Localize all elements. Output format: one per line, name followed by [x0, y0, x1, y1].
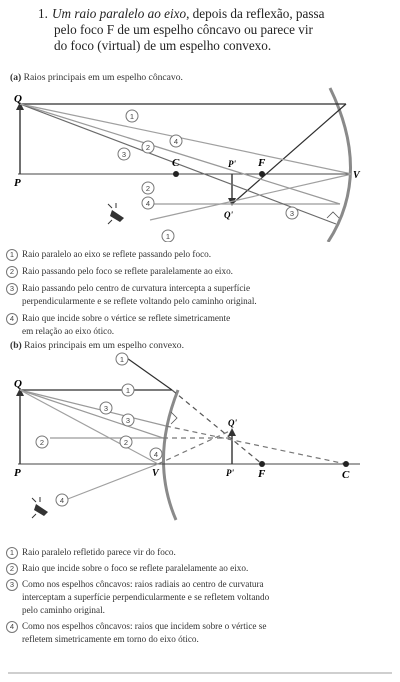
label-p: P — [14, 177, 21, 189]
intro-line1: , depois da reflexão, passa — [186, 6, 325, 21]
ray-number-marker: 1 — [6, 249, 18, 261]
ray-number-marker: 2 — [6, 266, 18, 278]
legend-a-item: 1 Raio paralelo ao eixo se reflete passando pelo foco. — [6, 248, 394, 261]
concave-mirror — [328, 88, 351, 242]
intro-line2: pelo foco F de um espelho côncavo ou parece vir — [54, 22, 313, 37]
legend-b-item: 1 Raio paralelo refletido parece vir do foco. — [6, 546, 394, 559]
ray-1-virtual — [172, 390, 262, 464]
ray-number-1: 1 — [125, 386, 131, 395]
ray-number-2: 2 — [145, 143, 151, 152]
caption-a: (a) Raios principais em um espelho côncavo. — [10, 72, 183, 83]
eye-icon — [32, 497, 48, 518]
ray-number-1b: 1 — [119, 355, 125, 364]
ray-number-marker: 4 — [6, 313, 18, 325]
label-f: F — [258, 468, 266, 480]
cutoff-text-line — [8, 670, 392, 676]
ray-4-reflected — [150, 174, 352, 220]
legend-b — [6, 546, 394, 646]
point-c — [343, 461, 349, 467]
ray-3 — [20, 390, 166, 426]
ray-number-marker: 3 — [6, 283, 18, 295]
label-p-prime: P' — [228, 159, 236, 169]
ray-4-reflected — [60, 464, 158, 502]
figure-convex-mirror — [0, 350, 400, 525]
ray-number-marker: 2 — [6, 563, 18, 575]
label-c: C — [342, 469, 350, 481]
label-c: C — [172, 157, 180, 169]
intro-paragraph — [38, 6, 390, 54]
legend-b-item: 4 Como nos espelhos côncavos: raios que incidem sobre o vértice se refletem simetricamente em torno do eixo ótico. — [6, 620, 394, 646]
label-p: P — [14, 467, 21, 479]
ray-4-virtual — [158, 430, 232, 464]
label-v: V — [353, 170, 360, 181]
legend-a — [6, 248, 394, 338]
ray-number-4b: 4 — [145, 199, 151, 208]
ray-number-2: 2 — [39, 438, 45, 447]
ray-number-3b: 3 — [289, 209, 295, 218]
intro-italic: Um raio paralelo ao eixo — [52, 6, 187, 21]
label-q: Q — [14, 378, 22, 390]
legend-a-item: 4 Raio que incide sobre o vértice se reflete simetricamente em relação ao eixo ótico. — [6, 312, 394, 338]
legend-a-item: 3 Raio passando pelo centro de curvatura intercepta a superfície perpendicularmente e se reflete voltando pelo caminho original. — [6, 282, 394, 308]
ray-4-incident — [20, 390, 158, 464]
ray-number-2b: 2 — [123, 438, 129, 447]
ray-number-marker: 3 — [6, 579, 18, 591]
label-q-prime: Q' — [224, 210, 233, 220]
convex-mirror — [163, 390, 178, 520]
figure-concave-mirror — [0, 82, 400, 242]
ray-number-marker: 4 — [6, 621, 18, 633]
point-f — [259, 171, 265, 177]
ray-1-reflected — [232, 104, 346, 204]
ray-number-3: 3 — [121, 150, 127, 159]
ray-number-2b: 2 — [145, 184, 151, 193]
legend-b-item: 2 Raio que incide sobre o foco se reflete paralelamente ao eixo. — [6, 562, 394, 575]
caption-b: (b) Raios principais em um espelho convexo. — [10, 340, 185, 351]
ray-number-3b: 3 — [125, 416, 131, 425]
ray-number-4: 4 — [173, 137, 179, 146]
point-f — [259, 461, 265, 467]
point-c — [173, 171, 179, 177]
ray-number-marker: 1 — [6, 547, 18, 559]
label-v: V — [152, 468, 159, 479]
intro-line3: do foco (virtual) de um espelho convexo. — [54, 38, 272, 53]
label-p-prime: P' — [226, 468, 234, 478]
item-number: 1. — [38, 6, 48, 21]
ray-number-4: 4 — [59, 496, 65, 505]
ray-2-incident — [20, 390, 163, 438]
ray-number-1: 1 — [129, 112, 135, 121]
ray-number-3: 3 — [103, 404, 109, 413]
ray-2-incident — [20, 104, 340, 204]
label-f: F — [258, 157, 266, 169]
label-q: Q — [14, 93, 22, 105]
ray-4-incident — [20, 104, 352, 174]
eye-icon — [108, 203, 124, 224]
ray-number-1b: 1 — [165, 232, 171, 241]
legend-a-item: 2 Raio passando pelo foco se reflete paralelamente ao eixo. — [6, 265, 394, 278]
label-q-prime: Q' — [228, 418, 237, 428]
ray-number-4b: 4 — [153, 450, 159, 459]
legend-b-item: 3 Como nos espelhos côncavos: raios radiais ao centro de curvatura interceptam a superfície perpendicularmente e se refletem voltando pelo caminho original. — [6, 578, 394, 617]
